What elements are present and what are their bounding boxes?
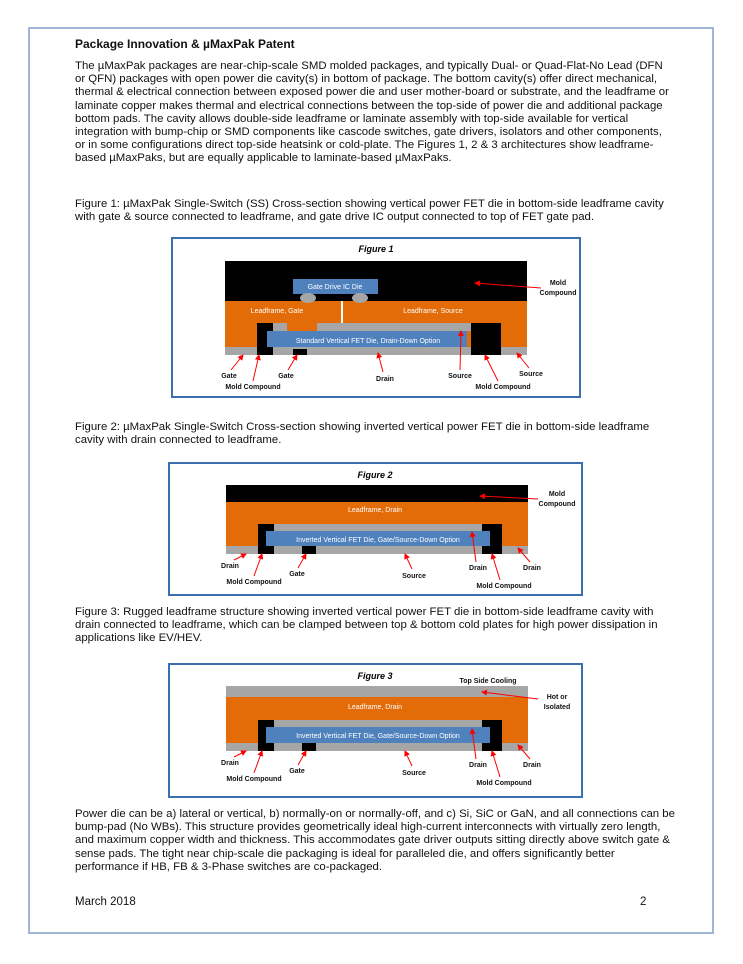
diagram-label: Drain [469,565,487,572]
diagram-label: Hot or [546,694,568,701]
diagram-label: Leadframe, Drain [347,507,403,514]
diagram-label: Drain [221,760,239,767]
figure1-diagram [173,239,579,396]
diagram-label: Gate [289,768,305,775]
figure1-title: Figure 1 [358,244,394,254]
diagram-label: Gate [221,373,237,380]
figure2 [168,462,583,596]
diagram-label: Source [448,373,472,380]
diagram-label: Mold Compound [476,583,532,590]
diagram-label: Top Side Cooling [459,678,517,685]
figure3-caption: Figure 3: Rugged leadframe structure showing inverted vertical power FET die in bottom-side leadframe cavity with drain connected to leadframe, which can be clamped between top & bottom cold plates for high power dissipation in applications like EV/HEV. [75,606,658,645]
diagram-label: Gate Drive IC Die [307,284,363,291]
page-number: 2 [640,896,647,908]
diagram-label: Figure 2 [357,470,393,480]
diagram-label: Mold Compound [225,384,281,391]
diagram-label: Inverted Vertical FET Die, Gate/Source-Down Option [296,733,460,740]
diagram-label: Drain [523,762,541,769]
diagram-label: Source [402,573,426,580]
diagram-label: Standard Vertical FET Die, Drain-Down Option [295,338,441,345]
diagram-label: Leadframe, Gate [250,308,304,315]
section-title: Package Innovation & µMaxPak Patent [75,37,295,51]
diagram-label: Drain [523,565,541,572]
diagram-label: Gate [289,571,305,578]
figure1-caption: Figure 1: µMaxPak Single-Switch (SS) Cross-section showing vertical power FET die in bottom-side leadframe cavity with gate & source connected to leadframe, and gate drive IC output connected to top of FET gate pad. [75,198,664,224]
diagram-label: Leadframe, Drain [347,704,403,711]
intro-paragraph: The µMaxPak packages are near-chip-scale SMD molded packages, and typically Dual- or Quad-Flat-No Lead (DFN or QFN) packages with open power die cavity(s) in bottom of package. The bottom cavity(s) offer direct mechanical, thermal & electrical connection between exposed power die and user mother-board or substrate, and the leadframe or laminate copper makes thermal and electrical connections between the top-side of power die and additional package bottom pads. The cavity allows double-side leadframe or laminate assembly with top-side available for vertical integration with bump-chip or SMD components like cascode switches, gate drivers, isolators and other components, or in some configurations direct top-side heatsink or cold-plate. The Figures 1, 2 & 3 architectures show leadframe-based µMaxPaks, but are equally applicable to laminate-based µMaxPaks. [75,60,669,165]
diagram-label: Mold [548,491,566,498]
footer-date: March 2018 [75,896,136,908]
diagram-label: Compound [539,290,577,297]
figure3-diagram [170,665,581,796]
diagram-label: Drain [221,563,239,570]
figure2-caption: Figure 2: µMaxPak Single-Switch Cross-section showing inverted vertical power FET die in bottom-side leadframe cavity with drain connected to leadframe. [75,421,650,447]
diagram-label: Source [402,770,426,777]
diagram-label: Mold Compound [476,780,532,787]
diagram-label: Leadframe, Source [403,308,463,315]
figure2-diagram [170,464,581,594]
diagram-label: Drain [376,376,394,383]
closing-paragraph: Power die can be a) lateral or vertical, b) normally-on or normally-off, and c) Si, SiC or GaN, and all connections can be bump-pad (No WBs). This structure provides geometrically ideal high-current interconnects with virtually zero length, and maximum copper width and thickness. This accommodates gate driver outputs sitting directly above switch gate & sense pads. The tight near chip-scale die packaging is ideal for paralleled die, and offers significantly better performance if HB, FB & 3-Phase switches are co-packaged. [75,808,675,873]
figure1 [171,237,581,398]
diagram-label: Drain [469,762,487,769]
figure3 [168,663,583,798]
diagram-label: Isolated [543,704,571,711]
diagram-label: Mold Compound [226,579,282,586]
diagram-label: Gate [278,373,294,380]
diagram-label: Mold Compound [226,776,282,783]
diagram-label: Source [519,371,543,378]
diagram-label: Mold [549,280,567,287]
diagram-label: Figure 3 [357,671,393,681]
diagram-label: Inverted Vertical FET Die, Gate/Source-Down Option [296,537,460,544]
diagram-label: Mold Compound [475,384,531,391]
diagram-label: Compound [538,501,576,508]
